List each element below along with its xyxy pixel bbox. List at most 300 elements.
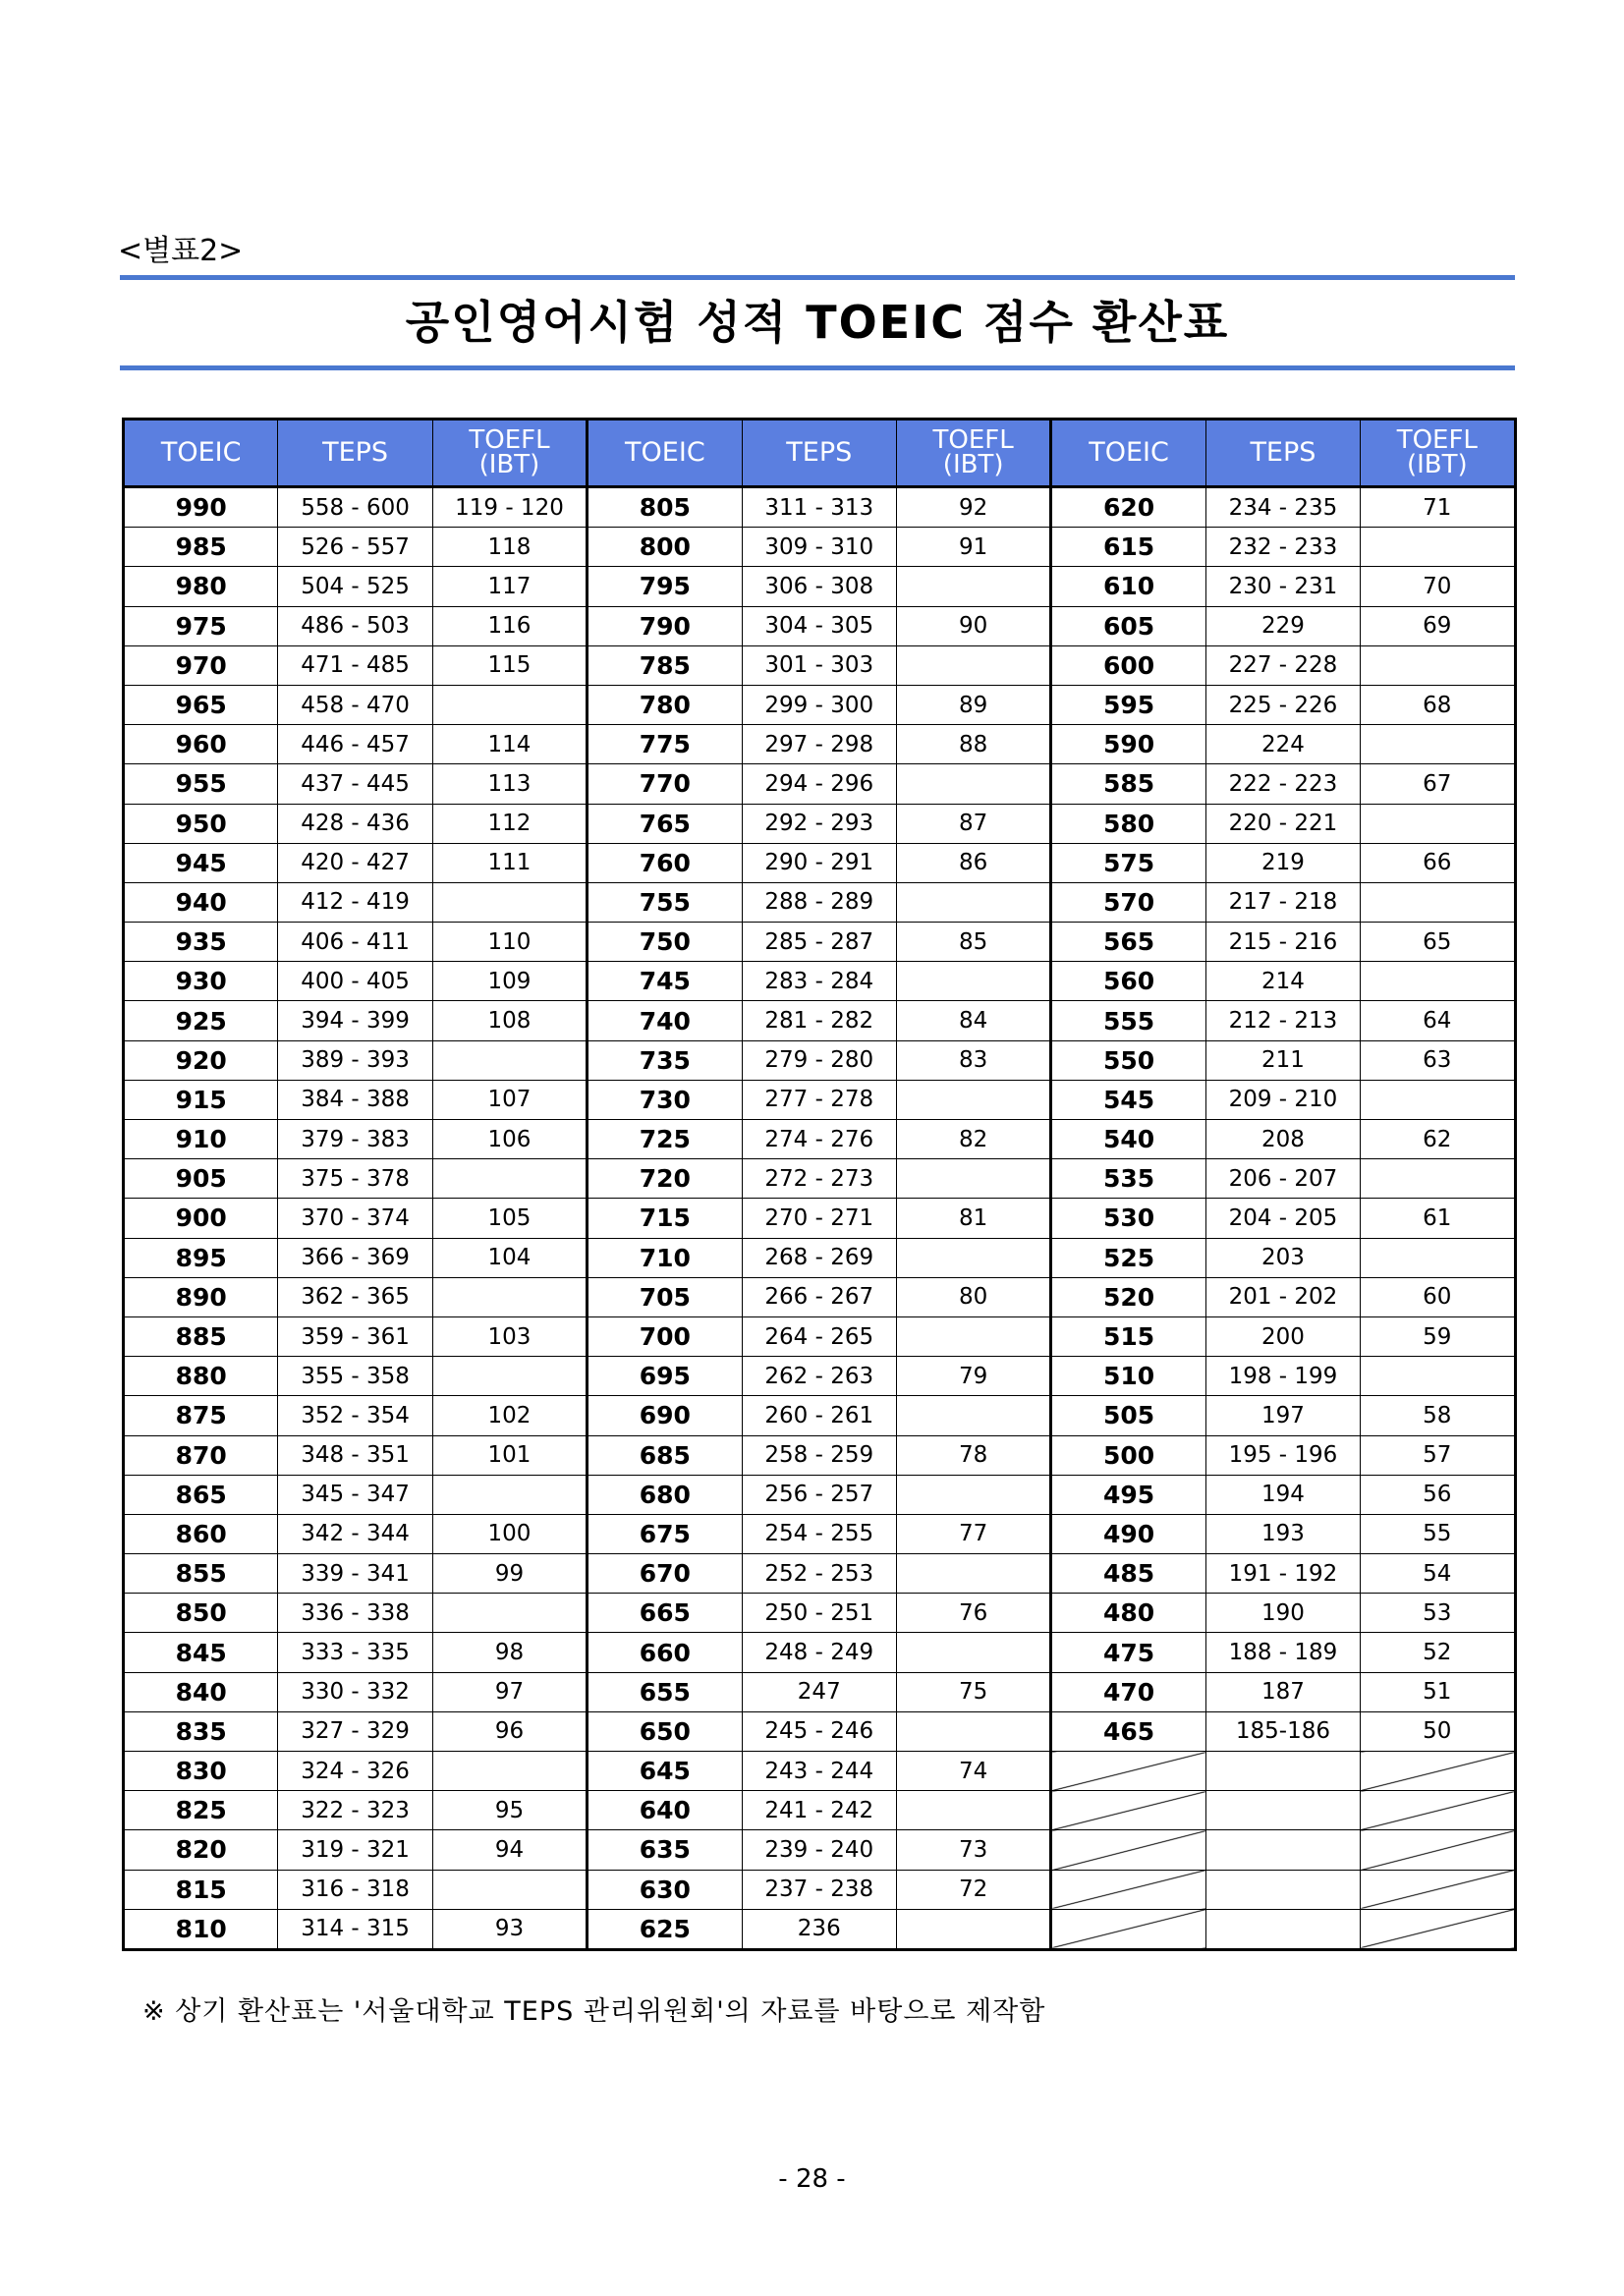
toeic-cell: 585 xyxy=(1051,764,1205,804)
teps-cell: 193 xyxy=(1205,1514,1360,1553)
toefl-cell xyxy=(432,1475,587,1514)
toefl-cell: 116 xyxy=(432,606,587,645)
toeic-cell: 900 xyxy=(124,1199,278,1238)
toeic-cell: 835 xyxy=(124,1711,278,1751)
teps-cell: 254 - 255 xyxy=(742,1514,896,1553)
teps-cell: 362 - 365 xyxy=(278,1277,432,1316)
toeic-cell: 950 xyxy=(124,804,278,843)
toefl-cell: 76 xyxy=(896,1594,1050,1633)
teps-cell: 206 - 207 xyxy=(1205,1159,1360,1199)
toefl-cell: 87 xyxy=(896,804,1050,843)
toefl-cell: 107 xyxy=(432,1080,587,1119)
toefl-cell xyxy=(1361,528,1515,567)
toefl-cell: 119 - 120 xyxy=(432,487,587,528)
table-row xyxy=(124,1159,1516,1199)
table-row xyxy=(124,1514,1516,1553)
page-title: 공인영어시험 성적 TOEIC 점수 환산표 xyxy=(405,296,1230,349)
header-cell-toefl-2: TOEFL (IBT) xyxy=(1361,420,1515,487)
toeic-cell xyxy=(1051,1909,1205,1949)
toefl-cell: 99 xyxy=(432,1554,587,1594)
teps-cell: 274 - 276 xyxy=(742,1120,896,1159)
toefl-cell: 100 xyxy=(432,1514,587,1553)
toefl-cell xyxy=(1361,1791,1515,1830)
teps-cell: 252 - 253 xyxy=(742,1554,896,1594)
toeic-cell: 490 xyxy=(1051,1514,1205,1553)
toefl-cell: 82 xyxy=(896,1120,1050,1159)
table-row xyxy=(124,1752,1516,1791)
toefl-cell: 56 xyxy=(1361,1475,1515,1514)
toefl-cell: 72 xyxy=(896,1870,1050,1909)
toeic-cell: 875 xyxy=(124,1396,278,1435)
teps-cell: 306 - 308 xyxy=(742,567,896,606)
teps-cell: 203 xyxy=(1205,1238,1360,1277)
toefl-cell xyxy=(896,1080,1050,1119)
toefl-cell xyxy=(432,1752,587,1791)
toeic-cell: 805 xyxy=(588,487,742,528)
toefl-cell: 117 xyxy=(432,567,587,606)
appendix-label: <별표2> xyxy=(118,234,244,268)
teps-cell: 283 - 284 xyxy=(742,962,896,1001)
toeic-cell: 480 xyxy=(1051,1594,1205,1633)
toeic-cell: 665 xyxy=(588,1594,742,1633)
teps-cell xyxy=(1205,1870,1360,1909)
teps-cell: 227 - 228 xyxy=(1205,645,1360,685)
teps-cell: 204 - 205 xyxy=(1205,1199,1360,1238)
toefl-cell: 66 xyxy=(1361,843,1515,882)
teps-cell: 370 - 374 xyxy=(278,1199,432,1238)
toeic-cell: 960 xyxy=(124,725,278,764)
table-header-row xyxy=(124,420,1516,487)
toeic-cell: 730 xyxy=(588,1080,742,1119)
toeic-cell: 575 xyxy=(1051,843,1205,882)
table-row xyxy=(124,606,1516,645)
teps-cell xyxy=(1205,1791,1360,1830)
toeic-cell: 710 xyxy=(588,1238,742,1277)
toefl-cell: 69 xyxy=(1361,606,1515,645)
toeic-cell: 660 xyxy=(588,1633,742,1672)
toeic-cell: 885 xyxy=(124,1316,278,1356)
teps-cell: 245 - 246 xyxy=(742,1711,896,1751)
toefl-cell: 115 xyxy=(432,645,587,685)
toefl-cell: 81 xyxy=(896,1199,1050,1238)
toefl-cell: 106 xyxy=(432,1120,587,1159)
teps-cell: 197 xyxy=(1205,1396,1360,1435)
table-row xyxy=(124,567,1516,606)
table-row xyxy=(124,1711,1516,1751)
teps-cell: 266 - 267 xyxy=(742,1277,896,1316)
toeic-cell: 620 xyxy=(1051,487,1205,528)
toefl-cell: 57 xyxy=(1361,1435,1515,1475)
toeic-cell: 985 xyxy=(124,528,278,567)
toeic-cell xyxy=(1051,1830,1205,1870)
toeic-cell: 475 xyxy=(1051,1633,1205,1672)
toefl-cell xyxy=(896,1316,1050,1356)
teps-cell: 237 - 238 xyxy=(742,1870,896,1909)
toefl-cell xyxy=(896,1159,1050,1199)
toefl-cell: 97 xyxy=(432,1672,587,1711)
header-cell-teps-2: TEPS xyxy=(1205,420,1360,487)
toefl-cell: 92 xyxy=(896,487,1050,528)
teps-cell: 229 xyxy=(1205,606,1360,645)
teps-cell: 336 - 338 xyxy=(278,1594,432,1633)
toeic-cell: 740 xyxy=(588,1001,742,1040)
teps-cell: 342 - 344 xyxy=(278,1514,432,1553)
toefl-cell: 68 xyxy=(1361,685,1515,724)
toefl-cell xyxy=(896,962,1050,1001)
toefl-cell xyxy=(1361,1159,1515,1199)
toeic-cell: 975 xyxy=(124,606,278,645)
toefl-cell xyxy=(1361,962,1515,1001)
toeic-cell: 640 xyxy=(588,1791,742,1830)
toeic-cell: 700 xyxy=(588,1316,742,1356)
teps-cell: 558 - 600 xyxy=(278,487,432,528)
teps-cell: 316 - 318 xyxy=(278,1870,432,1909)
table-row xyxy=(124,1040,1516,1080)
teps-cell: 264 - 265 xyxy=(742,1316,896,1356)
toeic-cell: 715 xyxy=(588,1199,742,1238)
toefl-cell xyxy=(1361,1870,1515,1909)
toefl-cell: 112 xyxy=(432,804,587,843)
teps-cell xyxy=(1205,1830,1360,1870)
teps-cell: 241 - 242 xyxy=(742,1791,896,1830)
header-cell-teps-0: TEPS xyxy=(278,420,432,487)
toefl-cell xyxy=(432,685,587,724)
toeic-cell: 800 xyxy=(588,528,742,567)
teps-cell: 195 - 196 xyxy=(1205,1435,1360,1475)
table-row xyxy=(124,1870,1516,1909)
toeic-cell: 530 xyxy=(1051,1199,1205,1238)
toefl-cell xyxy=(432,882,587,922)
toefl-cell xyxy=(1361,1357,1515,1396)
table-row xyxy=(124,1001,1516,1040)
teps-cell: 230 - 231 xyxy=(1205,567,1360,606)
toeic-cell: 965 xyxy=(124,685,278,724)
toeic-cell: 775 xyxy=(588,725,742,764)
toefl-cell: 63 xyxy=(1361,1040,1515,1080)
toeic-cell: 820 xyxy=(124,1830,278,1870)
teps-cell: 215 - 216 xyxy=(1205,923,1360,962)
conversion-table-container xyxy=(122,418,1514,1951)
toeic-cell: 545 xyxy=(1051,1080,1205,1119)
toeic-cell: 790 xyxy=(588,606,742,645)
teps-cell: 294 - 296 xyxy=(742,764,896,804)
table-row xyxy=(124,1357,1516,1396)
teps-cell: 243 - 244 xyxy=(742,1752,896,1791)
teps-cell: 319 - 321 xyxy=(278,1830,432,1870)
teps-cell: 327 - 329 xyxy=(278,1711,432,1751)
teps-cell: 256 - 257 xyxy=(742,1475,896,1514)
teps-cell: 314 - 315 xyxy=(278,1909,432,1949)
teps-cell: 224 xyxy=(1205,725,1360,764)
table-row xyxy=(124,1080,1516,1119)
table-row xyxy=(124,962,1516,1001)
toefl-cell xyxy=(432,1870,587,1909)
teps-cell: 366 - 369 xyxy=(278,1238,432,1277)
header-cell-toeic-2: TOEIC xyxy=(1051,420,1205,487)
teps-cell: 217 - 218 xyxy=(1205,882,1360,922)
toeic-cell: 600 xyxy=(1051,645,1205,685)
toefl-cell xyxy=(1361,1238,1515,1277)
teps-cell: 211 xyxy=(1205,1040,1360,1080)
toeic-cell: 495 xyxy=(1051,1475,1205,1514)
toefl-cell: 70 xyxy=(1361,567,1515,606)
toefl-cell xyxy=(432,1357,587,1396)
toefl-cell xyxy=(896,882,1050,922)
teps-cell: 201 - 202 xyxy=(1205,1277,1360,1316)
toeic-cell: 910 xyxy=(124,1120,278,1159)
toefl-cell: 83 xyxy=(896,1040,1050,1080)
teps-cell: 486 - 503 xyxy=(278,606,432,645)
teps-cell: 194 xyxy=(1205,1475,1360,1514)
toefl-cell xyxy=(896,1909,1050,1949)
toeic-cell: 470 xyxy=(1051,1672,1205,1711)
teps-cell: 311 - 313 xyxy=(742,487,896,528)
toeic-cell: 670 xyxy=(588,1554,742,1594)
teps-cell: 262 - 263 xyxy=(742,1357,896,1396)
toefl-cell xyxy=(896,645,1050,685)
toefl-cell: 104 xyxy=(432,1238,587,1277)
toefl-cell: 53 xyxy=(1361,1594,1515,1633)
table-row xyxy=(124,1791,1516,1830)
teps-cell: 339 - 341 xyxy=(278,1554,432,1594)
toeic-cell: 655 xyxy=(588,1672,742,1711)
table-row xyxy=(124,843,1516,882)
table-row xyxy=(124,528,1516,567)
toefl-cell xyxy=(432,1040,587,1080)
toefl-cell: 73 xyxy=(896,1830,1050,1870)
toeic-cell: 735 xyxy=(588,1040,742,1080)
toefl-cell xyxy=(1361,1830,1515,1870)
teps-cell: 394 - 399 xyxy=(278,1001,432,1040)
teps-cell: 198 - 199 xyxy=(1205,1357,1360,1396)
toefl-cell xyxy=(896,1238,1050,1277)
toefl-cell: 85 xyxy=(896,923,1050,962)
toeic-cell: 785 xyxy=(588,645,742,685)
teps-cell: 437 - 445 xyxy=(278,764,432,804)
toefl-cell: 78 xyxy=(896,1435,1050,1475)
toefl-cell: 94 xyxy=(432,1830,587,1870)
page-number: - 28 - xyxy=(778,2164,846,2194)
teps-cell: 190 xyxy=(1205,1594,1360,1633)
teps-cell: 384 - 388 xyxy=(278,1080,432,1119)
teps-cell: 297 - 298 xyxy=(742,725,896,764)
toefl-cell xyxy=(896,1554,1050,1594)
teps-cell: 220 - 221 xyxy=(1205,804,1360,843)
toeic-cell: 880 xyxy=(124,1357,278,1396)
toeic-cell: 920 xyxy=(124,1040,278,1080)
toeic-cell: 610 xyxy=(1051,567,1205,606)
table-row xyxy=(124,1120,1516,1159)
header-cell-toeic-0: TOEIC xyxy=(124,420,278,487)
toeic-cell: 605 xyxy=(1051,606,1205,645)
teps-cell: 458 - 470 xyxy=(278,685,432,724)
teps-cell xyxy=(1205,1752,1360,1791)
table-row xyxy=(124,1554,1516,1594)
teps-cell: 406 - 411 xyxy=(278,923,432,962)
teps-cell xyxy=(1205,1909,1360,1949)
toeic-cell: 500 xyxy=(1051,1435,1205,1475)
toeic-cell: 850 xyxy=(124,1594,278,1633)
toeic-cell: 685 xyxy=(588,1435,742,1475)
table-row xyxy=(124,923,1516,962)
toeic-cell: 570 xyxy=(1051,882,1205,922)
toefl-cell xyxy=(896,764,1050,804)
teps-cell: 324 - 326 xyxy=(278,1752,432,1791)
toefl-cell: 51 xyxy=(1361,1672,1515,1711)
toeic-cell: 615 xyxy=(1051,528,1205,567)
title-top-rule xyxy=(120,275,1515,280)
toeic-cell: 625 xyxy=(588,1909,742,1949)
teps-cell: 301 - 303 xyxy=(742,645,896,685)
teps-cell: 304 - 305 xyxy=(742,606,896,645)
teps-cell: 446 - 457 xyxy=(278,725,432,764)
toeic-cell: 810 xyxy=(124,1909,278,1949)
toeic-cell xyxy=(1051,1752,1205,1791)
table-row xyxy=(124,1199,1516,1238)
toefl-cell xyxy=(896,1475,1050,1514)
teps-cell: 288 - 289 xyxy=(742,882,896,922)
teps-cell: 212 - 213 xyxy=(1205,1001,1360,1040)
table-row xyxy=(124,1633,1516,1672)
toeic-cell: 795 xyxy=(588,567,742,606)
toeic-cell: 695 xyxy=(588,1357,742,1396)
toeic-cell: 515 xyxy=(1051,1316,1205,1356)
toeic-cell: 635 xyxy=(588,1830,742,1870)
toefl-cell: 102 xyxy=(432,1396,587,1435)
toefl-cell: 86 xyxy=(896,843,1050,882)
toefl-cell: 103 xyxy=(432,1316,587,1356)
table-row xyxy=(124,1316,1516,1356)
toefl-cell: 91 xyxy=(896,528,1050,567)
teps-cell: 268 - 269 xyxy=(742,1238,896,1277)
footnote: ※ 상기 환산표는 '서울대학교 TEPS 관리위원회'의 자료를 바탕으로 제작함 xyxy=(142,1996,1046,2027)
teps-cell: 428 - 436 xyxy=(278,804,432,843)
toeic-cell: 595 xyxy=(1051,685,1205,724)
teps-cell: 188 - 189 xyxy=(1205,1633,1360,1672)
header-cell-toefl-0: TOEFL (IBT) xyxy=(432,420,587,487)
toefl-cell: 74 xyxy=(896,1752,1050,1791)
toeic-cell: 865 xyxy=(124,1475,278,1514)
score-conversion-table xyxy=(122,418,1517,1951)
toeic-cell: 860 xyxy=(124,1514,278,1553)
toefl-cell xyxy=(1361,725,1515,764)
toeic-cell: 535 xyxy=(1051,1159,1205,1199)
table-row xyxy=(124,882,1516,922)
table-row xyxy=(124,685,1516,724)
table-row xyxy=(124,1238,1516,1277)
toeic-cell xyxy=(1051,1791,1205,1830)
toeic-cell: 550 xyxy=(1051,1040,1205,1080)
toefl-cell: 54 xyxy=(1361,1554,1515,1594)
teps-cell: 420 - 427 xyxy=(278,843,432,882)
toefl-cell: 95 xyxy=(432,1791,587,1830)
teps-cell: 277 - 278 xyxy=(742,1080,896,1119)
teps-cell: 355 - 358 xyxy=(278,1357,432,1396)
toefl-cell xyxy=(896,567,1050,606)
toeic-cell: 565 xyxy=(1051,923,1205,962)
toefl-cell: 90 xyxy=(896,606,1050,645)
table-row xyxy=(124,645,1516,685)
table-row xyxy=(124,1277,1516,1316)
toefl-cell xyxy=(432,1594,587,1633)
toeic-cell: 650 xyxy=(588,1711,742,1751)
teps-cell: 234 - 235 xyxy=(1205,487,1360,528)
toeic-cell: 680 xyxy=(588,1475,742,1514)
teps-cell: 322 - 323 xyxy=(278,1791,432,1830)
toeic-cell: 755 xyxy=(588,882,742,922)
toefl-cell: 64 xyxy=(1361,1001,1515,1040)
teps-cell: 200 xyxy=(1205,1316,1360,1356)
toeic-cell: 465 xyxy=(1051,1711,1205,1751)
teps-cell: 292 - 293 xyxy=(742,804,896,843)
teps-cell: 379 - 383 xyxy=(278,1120,432,1159)
teps-cell: 191 - 192 xyxy=(1205,1554,1360,1594)
toeic-cell: 945 xyxy=(124,843,278,882)
toeic-cell: 590 xyxy=(1051,725,1205,764)
teps-cell: 412 - 419 xyxy=(278,882,432,922)
teps-cell: 504 - 525 xyxy=(278,567,432,606)
toeic-cell: 970 xyxy=(124,645,278,685)
toefl-cell xyxy=(896,1633,1050,1672)
table-row xyxy=(124,1830,1516,1870)
teps-cell: 260 - 261 xyxy=(742,1396,896,1435)
toefl-cell: 118 xyxy=(432,528,587,567)
toefl-cell: 101 xyxy=(432,1435,587,1475)
toefl-cell xyxy=(432,1277,587,1316)
teps-cell: 247 xyxy=(742,1672,896,1711)
toeic-cell: 675 xyxy=(588,1514,742,1553)
toefl-cell: 67 xyxy=(1361,764,1515,804)
teps-cell: 187 xyxy=(1205,1672,1360,1711)
toefl-cell: 110 xyxy=(432,923,587,962)
toeic-cell: 780 xyxy=(588,685,742,724)
teps-cell: 250 - 251 xyxy=(742,1594,896,1633)
toefl-cell: 88 xyxy=(896,725,1050,764)
toeic-cell: 725 xyxy=(588,1120,742,1159)
table-row xyxy=(124,1594,1516,1633)
toeic-cell: 750 xyxy=(588,923,742,962)
teps-cell: 281 - 282 xyxy=(742,1001,896,1040)
toefl-cell: 58 xyxy=(1361,1396,1515,1435)
toeic-cell: 855 xyxy=(124,1554,278,1594)
teps-cell: 214 xyxy=(1205,962,1360,1001)
toeic-cell: 925 xyxy=(124,1001,278,1040)
toefl-cell: 93 xyxy=(432,1909,587,1949)
table-body xyxy=(124,487,1516,1950)
toefl-cell xyxy=(1361,1909,1515,1949)
table-row xyxy=(124,487,1516,528)
toefl-cell: 60 xyxy=(1361,1277,1515,1316)
teps-cell: 270 - 271 xyxy=(742,1199,896,1238)
toefl-cell: 75 xyxy=(896,1672,1050,1711)
toefl-cell xyxy=(896,1791,1050,1830)
toefl-cell xyxy=(432,1159,587,1199)
toeic-cell: 645 xyxy=(588,1752,742,1791)
header-cell-toefl-1: TOEFL (IBT) xyxy=(896,420,1050,487)
teps-cell: 272 - 273 xyxy=(742,1159,896,1199)
teps-cell: 222 - 223 xyxy=(1205,764,1360,804)
toeic-cell: 630 xyxy=(588,1870,742,1909)
teps-cell: 219 xyxy=(1205,843,1360,882)
toeic-cell: 830 xyxy=(124,1752,278,1791)
toefl-cell: 80 xyxy=(896,1277,1050,1316)
toeic-cell: 940 xyxy=(124,882,278,922)
toefl-cell xyxy=(1361,882,1515,922)
teps-cell: 309 - 310 xyxy=(742,528,896,567)
toeic-cell: 745 xyxy=(588,962,742,1001)
teps-cell: 375 - 378 xyxy=(278,1159,432,1199)
title-bottom-rule xyxy=(120,365,1515,370)
